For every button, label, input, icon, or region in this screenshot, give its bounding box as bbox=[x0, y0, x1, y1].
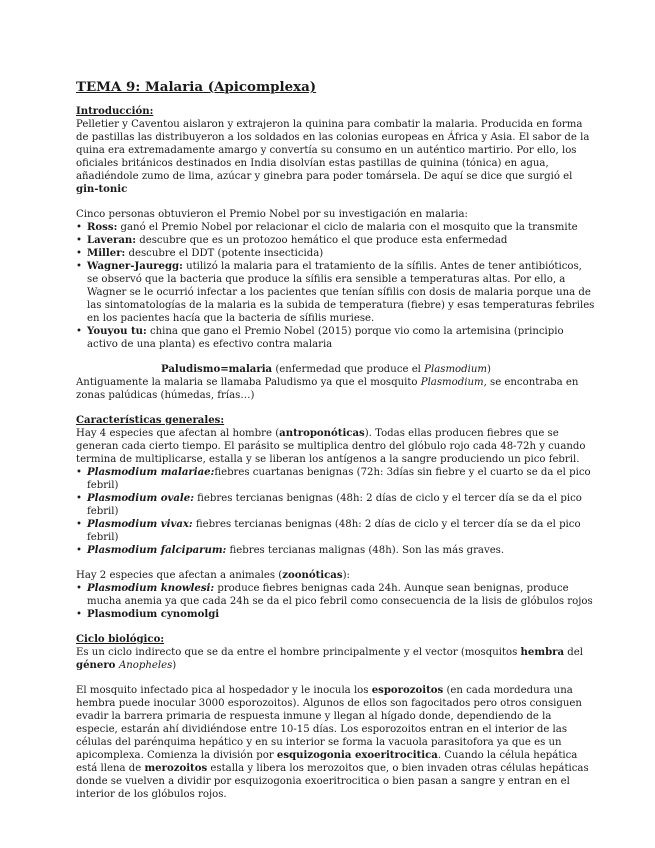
list-item: • Youyou tu: china que gano el Premio Nobel (2015) porque vio como la artemisina (principio activo de una planta) es efectivo contra malaria bbox=[76, 325, 596, 351]
document-page bbox=[76, 79, 596, 801]
species-list bbox=[76, 466, 596, 557]
list-item: • Laveran: descubre que es un protozoo hemático el que produce esta enfermedad bbox=[76, 234, 596, 247]
list-item: • Wagner-Jauregg: utilizó la malaria para el tratamiento de la sífilis. Antes de tener antibióticos, se observó que la bacteria que produce la sífilis era sensible a temperaturas altas. Por ello, a Wagner se le ocurrió infectar a los pacientes que tenían sífilis con dosis de malaria porque una de las sintomatologías de la malaria es la subida de temperatura (fiebre) y esas temperaturas febriles en los pacientes hacía que la bacteria de sífilis muriese. bbox=[76, 260, 596, 325]
ciclo-paragraph-2: El mosquito infectado pica al hospedador y le inocula los esporozoitos (en cada mordedura una hembra puede inocular 3000 esporozoitos). Algunos de ellos son fagocitados pero otros consiguen evadir la barrera primaria de respuesta inmune y llegan al hígado donde, dependiendo de la especie, estarán ahí dividiéndose entre 10-15 días. Los esporozoitos entran en el interior de las células del parénquima hepático y en su interior se forma la vacuola parasitofora ya que es un apicomplexa. Comienza la división por esquizogonia exoeritrocitica. Cuando la célula hepática está llena de merozoitos estalla y libera los merozoitos que, o bien invaden otras células hepáticas donde se vuelven a dividir por esquizogonia exoeritrocitica o bien pasan a sangre y entran en el interior de los glóbulos rojos. bbox=[76, 684, 589, 800]
list-item: • Plasmodium cynomolgi bbox=[76, 608, 596, 621]
list-item: • Plasmodium malariae:fiebres cuartanas benignas (72h: 3días sin fiebre y el cuarto se da el pico febril) bbox=[76, 466, 596, 492]
list-item: • Miller: descubre el DDT (potente insecticida) bbox=[76, 247, 596, 260]
nobel-intro: Cinco personas obtuvieron el Premio Nobel por su investigación en malaria: bbox=[76, 209, 468, 220]
list-item: • Plasmodium vivax: fiebres tercianas benignas (48h: 2 días de ciclo y el tercer día se da el pico febril) bbox=[76, 518, 596, 544]
ciclo-paragraph-1: Es un ciclo indirecto que se da entre el hombre principalmente y el vector (mosquitos hembra del género Anopheles) bbox=[76, 646, 583, 671]
list-item: • Plasmodium falciparum: fiebres tercianas malignas (48h). Son las más graves. bbox=[76, 544, 596, 557]
list-item: • Plasmodium knowlesi: produce fiebres benignas cada 24h. Aunque sean benignas, produce mucha anemia ya que cada 24h se da el pico febril como consecuencia de la lisis de glóbulos rojos bbox=[76, 582, 596, 608]
ciclo-heading: Ciclo biológico: bbox=[76, 633, 165, 645]
caracteristicas-heading: Características generales: bbox=[76, 414, 225, 426]
list-item: • Plasmodium ovale: fiebres tercianas benignas (48h: 2 días de ciclo y el tercer día se da el pico febril) bbox=[76, 492, 596, 518]
paludismo-definition: Paludismo=malaria (enfermedad que produce el Plasmodium) bbox=[161, 363, 491, 375]
gin-tonic-highlight: gin-tonic bbox=[76, 183, 128, 195]
zoonoticas-paragraph: Hay 2 especies que afectan a animales (zoonóticas): bbox=[76, 569, 350, 581]
paludismo-paragraph: Antiguamente la malaria se llamaba Paludismo ya que el mosquito Plasmodium, se encontraba en zonas palúdicas (húmedas, frías…) bbox=[76, 377, 579, 401]
caracteristicas-paragraph: Hay 4 especies que afectan al hombre (antroponóticas). Todas ellas producen fiebres que se generan cada cierto tiempo. El parásito se multiplica dentro del glóbulo rojo cada 48-72h y cuando termina de multiplicarse, estalla y se liberan los antígenos a la sangre produciendo un pico febril. bbox=[76, 427, 586, 465]
nobel-list bbox=[76, 221, 596, 351]
page-title: TEMA 9: Malaria (Apicomplexa) bbox=[76, 79, 317, 95]
intro-paragraph: Pelletier y Caventou aislaron y extrajeron la quinina para combatir la malaria. Producida en forma de pastillas las distribuyeron a los soldados en las colonias europeas en África y Asia. El sabor de la quina era extremadamente amargo y convertía su consumo en un auténtico martirio. Por ello, los oficiales británicos destinados en India disolvían estas pastillas de quinina (tónica) en agua, añadiéndole zumo de lima, azúcar y ginebra para poder tomársela. De aquí se dice que surgió el gin-tonic bbox=[76, 119, 590, 195]
animal-species-list bbox=[76, 582, 596, 621]
intro-heading: Introducción: bbox=[76, 105, 154, 117]
list-item: • Ross: ganó el Premio Nobel por relacionar el ciclo de malaria con el mosquito que la transmite bbox=[76, 221, 596, 234]
